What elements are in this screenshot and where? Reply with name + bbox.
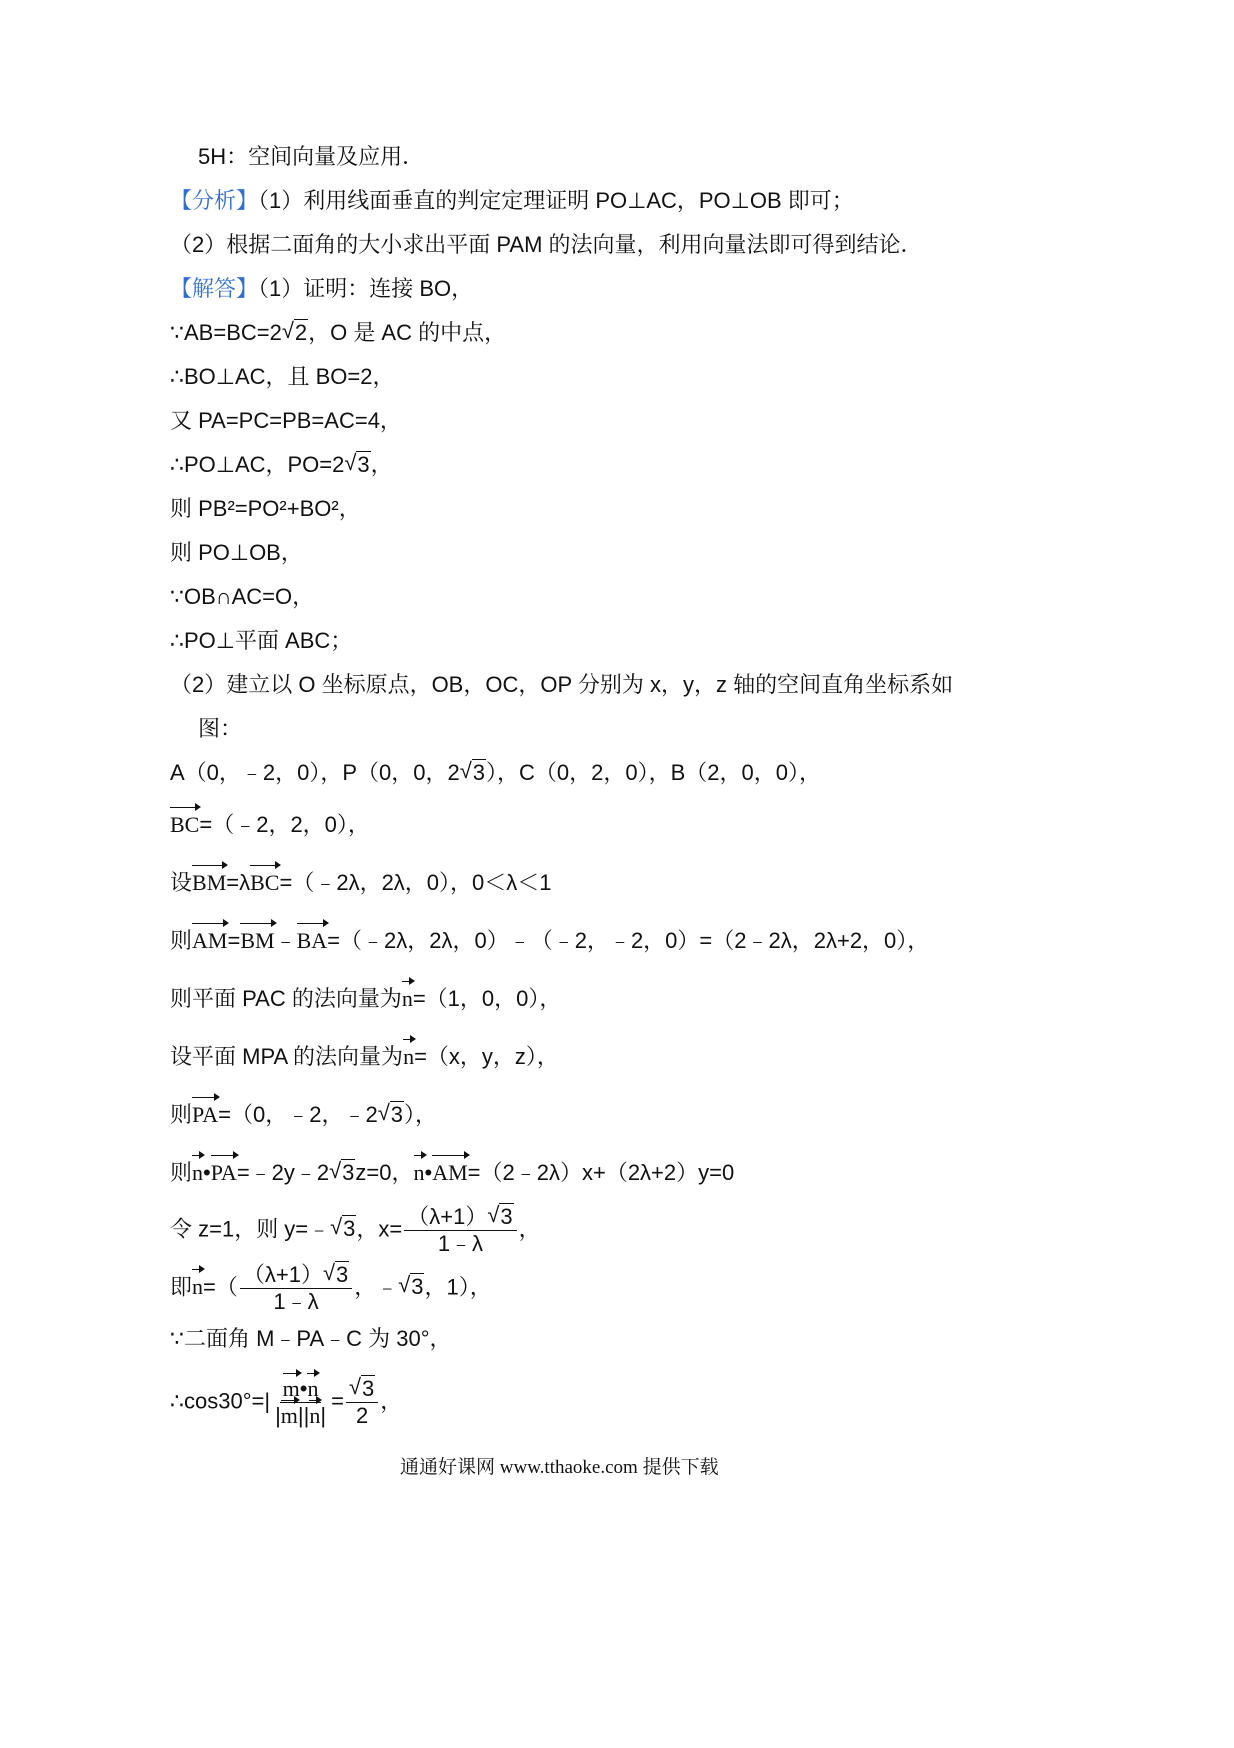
line-03: （2）根据二面角的大小求出平面 PAM 的法向量，利用向量法即可得到结论． <box>170 232 923 257</box>
line-14: 图： <box>198 716 243 741</box>
line-05: ∵AB=BC=2√ 2，O 是 AC 的中点， <box>170 318 506 348</box>
sqrt: √ 3 <box>398 1272 424 1302</box>
vector-m: m <box>280 1403 298 1428</box>
line-04: 【解答】（1）证明：连接 BO， <box>170 276 474 301</box>
solution-tag: 【解答】 <box>170 276 259 301</box>
line-26: ∴cos30°=| $\frac{m•n}{|m||n|}$ = √ $\frac{3}{2}$ ， <box>170 1376 402 1429</box>
analysis-tag: 【分析】 <box>170 188 259 213</box>
sqrt: √ 3 <box>349 1376 375 1402</box>
line-23: 令 z=1，则 y=﹣√ 3，x= $\frac{(\lambda+1)√ 3}{1﹣\lambda}$ ， <box>170 1204 541 1257</box>
sqrt: √ 3 <box>378 1100 404 1130</box>
vector-n: n <box>402 984 413 1014</box>
vector-bc: BC <box>250 868 279 898</box>
line-22: 则n•PA=﹣2y﹣2√ 3z=0，n•AM=（2﹣2λ）x+（2λ+2）y=0 <box>170 1158 734 1188</box>
sqrt: √ 3 <box>487 1204 513 1230</box>
vector-bm: BM <box>192 868 226 898</box>
vector-n: n <box>192 1158 203 1188</box>
sqrt: √ 3 <box>460 758 486 788</box>
vector-am: AM <box>432 1158 467 1188</box>
line-02: 【分析】（1）利用线面垂直的判定定理证明 PO⊥AC，PO⊥OB 即可； <box>170 188 854 213</box>
line-16: BC=（﹣2，2，0）， <box>170 810 370 840</box>
vector-pa: PA <box>211 1158 237 1188</box>
sqrt: √ 3 <box>323 1262 349 1288</box>
line-09: 则 PB²=PO²+BO²， <box>170 496 361 521</box>
vector-n: n <box>192 1272 203 1302</box>
line-10: 则 PO⊥OB， <box>170 540 303 565</box>
fraction: $\frac{m•n}{|m||n|}$ <box>275 1376 327 1428</box>
vector-n: n <box>307 1376 319 1401</box>
line-01: 5H：空间向量及应用． <box>198 144 425 169</box>
line-13: （2）建立以 O 坐标原点，OB，OC，OP 分别为 x，y，z 轴的空间直角坐标系如 <box>170 672 954 697</box>
fraction: $\frac{(\lambda+1)√ 3}{1﹣\lambda}$ <box>404 1204 516 1257</box>
line-07: 又 PA=PC=PB=AC=4， <box>170 408 402 433</box>
fraction: $\frac{(\lambda+1)√ 3}{1﹣\lambda}$ <box>240 1262 352 1315</box>
line-17: 设BM=λBC=（﹣2λ，2λ，0），0＜λ＜1 <box>170 868 552 898</box>
vector-n: n <box>403 1042 414 1072</box>
vector-bc: BC <box>170 810 199 840</box>
footer-source: 通通好课网 www.tthaoke.com 提供下载 <box>400 1457 719 1478</box>
vector-m: m <box>282 1376 300 1401</box>
vector-n: n <box>309 1403 321 1428</box>
sqrt: √ 3 <box>330 1214 356 1244</box>
vector-ba: BA <box>297 926 328 956</box>
line-19: 则平面 PAC 的法向量为n=（1，0，0）， <box>170 984 561 1014</box>
line-24: 即n=（ $\frac{(\lambda+1)√ 3}{1﹣\lambda}$ ，﹣√ 3，1）， <box>170 1262 492 1315</box>
vector-am: AM <box>192 926 227 956</box>
vector-pa: PA <box>192 1100 218 1130</box>
vector-bm: BM <box>240 926 274 956</box>
line-20: 设平面 MPA 的法向量为n=（x，y，z）， <box>170 1042 559 1072</box>
line-21: 则PA=（0，﹣2，﹣2√ 3）， <box>170 1100 437 1130</box>
line-08: ∴PO⊥AC，PO=2√ 3， <box>170 450 393 480</box>
line-11: ∵OB∩AC=O， <box>170 584 315 609</box>
sqrt: √ 2 <box>282 318 308 348</box>
sqrt: √ 3 <box>344 450 370 480</box>
vector-n: n <box>414 1158 425 1188</box>
line-25: ∵二面角 M﹣PA﹣C 为 30°， <box>170 1326 452 1351</box>
line-18: 则AM=BM﹣BA=（﹣2λ，2λ，0）﹣（﹣2，﹣2，0）=（2﹣2λ，2λ+2，0）， <box>170 926 929 956</box>
line-12: ∴PO⊥平面 ABC； <box>170 628 353 653</box>
fraction: √ $\frac{3}{2}$ <box>346 1376 378 1429</box>
sqrt: √ 3 <box>329 1158 355 1188</box>
line-15: A（0，﹣2，0），P（0，0，2√ 3），C（0，2，0），B（2，0，0）， <box>170 758 821 788</box>
line-06: ∴BO⊥AC，且 BO=2， <box>170 364 395 389</box>
